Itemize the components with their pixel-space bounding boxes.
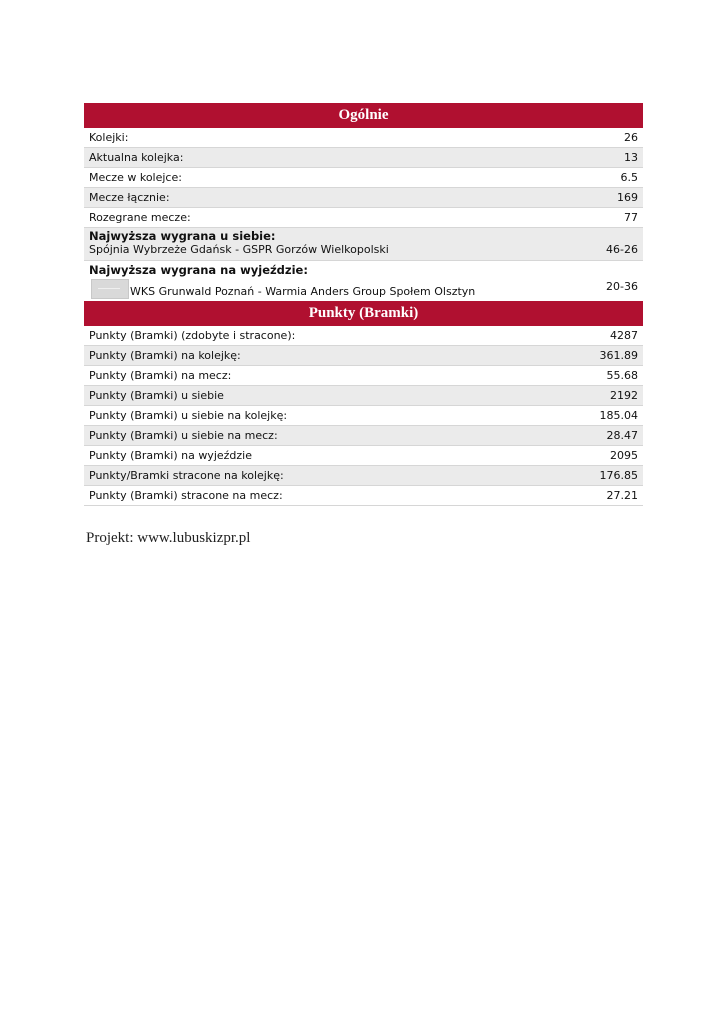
stat-label: Mecze łącznie: — [89, 191, 170, 204]
points-row-per-match — [84, 366, 643, 386]
stat-row-matches-total — [84, 188, 643, 208]
points-row-away — [84, 446, 643, 466]
stat-value: 361.89 — [599, 349, 638, 362]
highest-away-win-title: Najwyższa wygrana na wyjeździe: — [89, 263, 308, 277]
stat-row-rounds — [84, 128, 643, 148]
stat-label: Aktualna kolejka: — [89, 151, 184, 164]
stat-row-matches-played — [84, 208, 643, 228]
stat-value: 27.21 — [606, 489, 638, 502]
highest-home-win-score: 46-26 — [606, 243, 638, 256]
highest-home-win-row — [84, 228, 643, 261]
stat-label: Punkty (Bramki) na mecz: — [89, 369, 232, 382]
stat-label: Punkty/Bramki stracone na kolejkę: — [89, 469, 284, 482]
stat-value: 28.47 — [606, 429, 638, 442]
points-row-home-per-match — [84, 426, 643, 446]
stat-row-matches-per-round — [84, 168, 643, 188]
highest-away-win-score: 20-36 — [606, 280, 638, 293]
points-row-conceded-per-round — [84, 466, 643, 486]
general-section-header: Ogólnie — [84, 103, 643, 128]
stat-label: Kolejki: — [89, 131, 129, 144]
stat-row-current-round — [84, 148, 643, 168]
stat-label: Mecze w kolejce: — [89, 171, 182, 184]
team-logo-image — [91, 279, 129, 299]
stat-label: Punkty (Bramki) stracone na mecz: — [89, 489, 283, 502]
points-row-home-per-round — [84, 406, 643, 426]
stat-label: Punkty (Bramki) u siebie — [89, 389, 224, 402]
points-row-total — [84, 326, 643, 346]
stat-value: 169 — [617, 191, 638, 204]
stat-value: 2192 — [610, 389, 638, 402]
stat-value: 4287 — [610, 329, 638, 342]
stat-label: Punkty (Bramki) u siebie na kolejkę: — [89, 409, 288, 422]
points-section-header: Punkty (Bramki) — [84, 301, 643, 326]
stat-value: 185.04 — [599, 409, 638, 422]
stat-value: 77 — [624, 211, 638, 224]
highest-away-win-row — [84, 261, 643, 301]
points-row-per-round — [84, 346, 643, 366]
stat-value: 55.68 — [606, 369, 638, 382]
highest-home-win-info — [89, 230, 389, 257]
stat-value: 6.5 — [620, 171, 638, 184]
highest-home-win-match: Spójnia Wybrzeże Gdańsk - GSPR Gorzów Wielkopolski — [89, 243, 389, 256]
highest-away-win-match: WKS Grunwald Poznań - Warmia Anders Group Społem Olsztyn — [130, 285, 476, 298]
stat-label: Punkty (Bramki) na wyjeździe — [89, 449, 252, 462]
points-row-home — [84, 386, 643, 406]
points-row-conceded-per-match — [84, 486, 643, 506]
project-footer: Projekt: www.lubuskizpr.pl — [86, 530, 251, 546]
stat-label: Punkty (Bramki) u siebie na mecz: — [89, 429, 278, 442]
highest-home-win-title: Najwyższa wygrana u siebie: — [89, 229, 276, 243]
stats-sheet — [84, 103, 643, 506]
stat-label: Rozegrane mecze: — [89, 211, 191, 224]
stat-label: Punkty (Bramki) (zdobyte i stracone): — [89, 329, 296, 342]
stat-value: 26 — [624, 131, 638, 144]
stat-label: Punkty (Bramki) na kolejkę: — [89, 349, 241, 362]
stat-value: 2095 — [610, 449, 638, 462]
stat-value: 13 — [624, 151, 638, 164]
stat-value: 176.85 — [599, 469, 638, 482]
